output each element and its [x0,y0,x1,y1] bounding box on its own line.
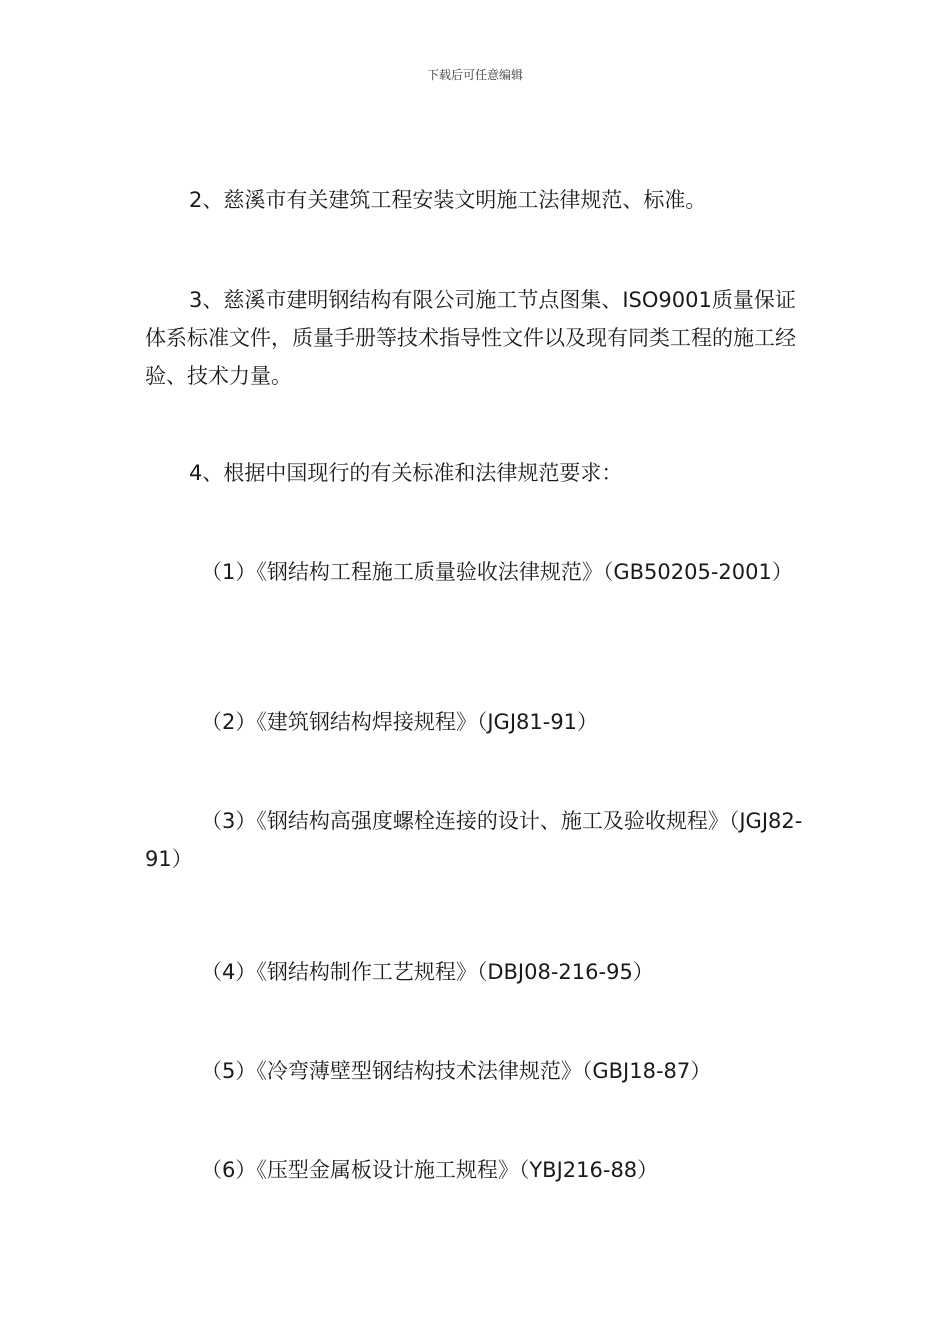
paragraph-3: 3、慈溪市建明钢结构有限公司施工节点图集、ISO9001质量保证体系标准文件，质量手册等技术指导性文件以及现有同类工程的施工经验、技术力量。 [145,288,796,388]
standard-item-1: （1）《钢结构工程施工质量验收法律规范》（GB50205-2001） [201,560,793,584]
page-header-note: 下载后可任意编辑 [426,68,523,82]
standard-item-2: （2）《建筑钢结构焊接规程》（JGJ81-91） [201,710,599,734]
standard-item-5: （5）《冷弯薄壁型钢结构技术法律规范》（GBJ18-87） [201,1059,712,1083]
standard-item-4: （4）《钢结构制作工艺规程》（DBJ08-216-95） [201,960,654,984]
paragraph-4: 4、根据中国现行的有关标准和法律规范要求： [189,461,623,485]
standard-item-3: （3）《钢结构高强度螺栓连接的设计、施工及验收规程》（JGJ82-91） [145,809,803,871]
paragraph-2: 2、慈溪市有关建筑工程安装文明施工法律规范、标准。 [189,188,707,212]
standard-item-6: （6）《压型金属板设计施工规程》（YBJ216-88） [201,1158,659,1182]
